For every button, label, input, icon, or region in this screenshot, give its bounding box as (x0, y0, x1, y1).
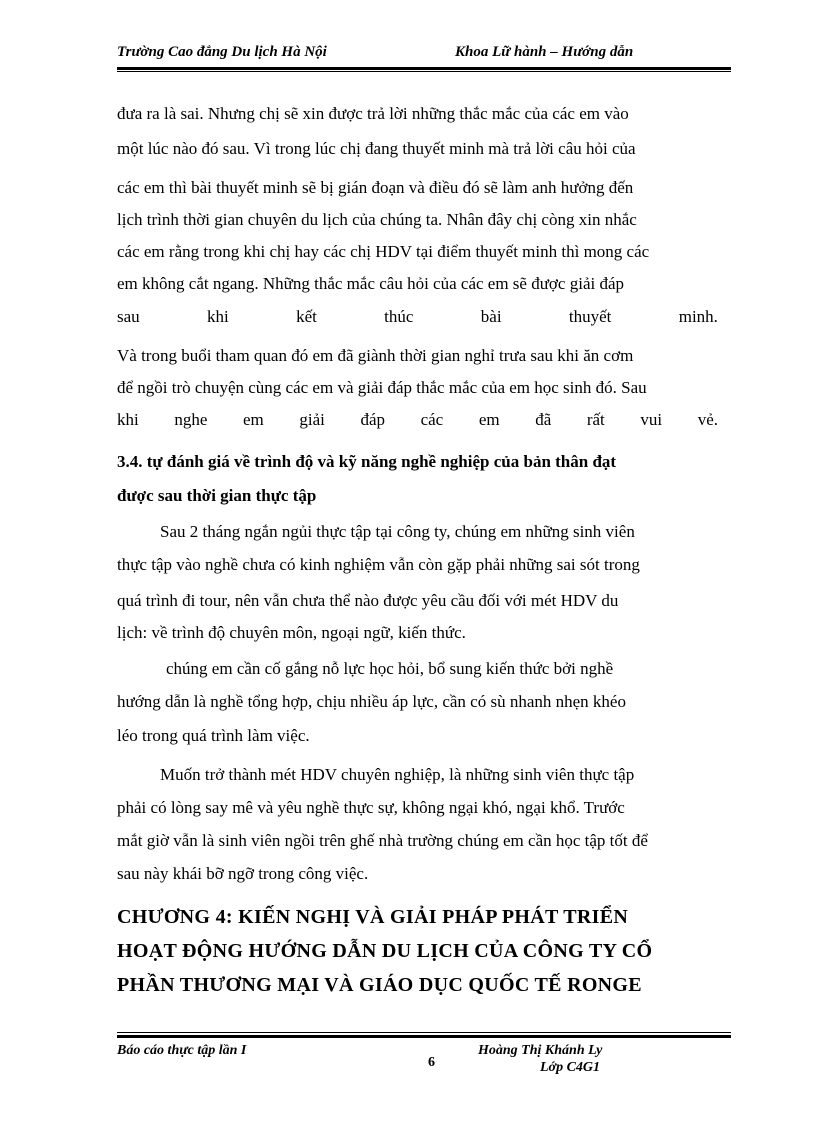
paragraph-line: léo trong quá trình làm việc. (117, 726, 310, 745)
paragraph-line: Muốn trở thành mét HDV chuyên nghiệp, là những sinh viên thực tập (160, 765, 635, 784)
paragraph-line: mắt giờ vẫn là sinh viên ngồi trên ghế nhà trường chúng em cần học tập tốt để (117, 831, 648, 850)
paragraph-line: Sau 2 tháng ngắn ngủi thực tập tại công ty, chúng em những sinh viên (160, 522, 635, 541)
paragraph-line: quá trình đi tour, nên vẫn chưa thể nào được yêu cầu đối với mét HDV du (117, 591, 619, 610)
body-line-justified (117, 409, 718, 431)
header-school: Trường Cao đẳng Du lịch Hà Nội (117, 44, 327, 60)
body-line-justified (117, 306, 718, 328)
word: thuyết (568, 307, 612, 326)
word: giải (299, 410, 325, 429)
footer-rule-thin (117, 1032, 731, 1033)
word: thúc (384, 307, 414, 326)
word: các (420, 410, 444, 429)
paragraph-line: sau này khái bỡ ngỡ trong công việc. (117, 864, 369, 883)
paragraph-line: phải có lòng say mê và yêu nghề thực sự, không ngại khó, ngại khổ. Trước (117, 798, 625, 817)
header-rule-thin (117, 71, 731, 72)
header-faculty: Khoa Lữ hành – Hướng dẫn (455, 44, 634, 60)
footer-class: Lớp C4G1 (540, 1060, 601, 1075)
word: kết (296, 307, 317, 326)
word: khi (117, 410, 139, 429)
word: minh. (678, 307, 718, 326)
page-number: 6 (428, 1055, 435, 1070)
section-heading-cont: được sau thời gian thực tập (117, 486, 317, 505)
word: sau (117, 307, 140, 326)
body-line: các em rằng trong khi chị hay các chị HDV tại điểm thuyết minh thì mong các (117, 242, 650, 261)
body-line: đưa ra là sai. Nhưng chị sẽ xin được trả lời những thắc mắc của các em vào (117, 104, 629, 123)
body-line: lịch trình thời gian chuyên du lịch của chúng ta. Nhân đây chị còng xin nhắc (117, 210, 637, 229)
paragraph-line: chúng em cần cố gắng nỗ lực học hỏi, bổ sung kiến thức bởi nghề (166, 659, 614, 678)
word: em (242, 410, 264, 429)
word: đã (535, 410, 552, 429)
paragraph-line: lịch: về trình độ chuyên môn, ngoại ngữ, kiến thức. (117, 623, 466, 642)
word: nghe (174, 410, 208, 429)
word: em (478, 410, 500, 429)
body-line: để ngồi trò chuyện cùng các em và giải đáp thắc mắc của em học sinh đó. Sau (117, 378, 647, 397)
paragraph-line: thực tập vào nghề chưa có kinh nghiệm vẫn còn gặp phải những sai sót trong (117, 555, 640, 574)
header-rule-thick (117, 67, 731, 70)
word: đáp (360, 410, 385, 429)
chapter-title-line: CHƯƠNG 4: KIẾN NGHỊ VÀ GIẢI PHÁP PHÁT TRIỂN (117, 906, 629, 928)
word: khi (207, 307, 229, 326)
body-line: Và trong buổi tham quan đó em đã giành thời gian nghỉ trưa sau khi ăn cơm (117, 346, 634, 365)
footer-author: Hoàng Thị Khánh Ly (478, 1043, 603, 1058)
section-heading: 3.4. tự đánh giá về trình độ và kỹ năng nghề nghiệp của bản thân đạt (117, 452, 617, 471)
footer-rule-thick (117, 1035, 731, 1038)
body-line: em không cắt ngang. Những thắc mắc câu hỏi của các em sẽ được giải đáp (117, 274, 625, 293)
body-line: các em thì bài thuyết minh sẽ bị gián đoạn và điều đó sẽ làm anh hưởng đến (117, 178, 634, 197)
word: bài (480, 307, 502, 326)
footer-report: Báo cáo thực tập lần I (117, 1043, 247, 1058)
paragraph-line: hướng dẫn là nghề tổng hợp, chịu nhiều áp lực, cần có sù nhanh nhẹn khéo (117, 692, 626, 711)
chapter-title-line: HOẠT ĐỘNG HƯỚNG DẪN DU LỊCH CỦA CÔNG TY CỔ (117, 940, 653, 962)
word: vui (640, 410, 663, 429)
chapter-title-line: PHẦN THƯƠNG MẠI VÀ GIÁO DỤC QUỐC TẾ RONGE (117, 974, 642, 996)
body-line: một lúc nào đó sau. Vì trong lúc chị đang thuyết minh mà trả lời câu hỏi của (117, 139, 636, 158)
word: vẻ. (697, 410, 718, 429)
word: rất (586, 410, 605, 429)
